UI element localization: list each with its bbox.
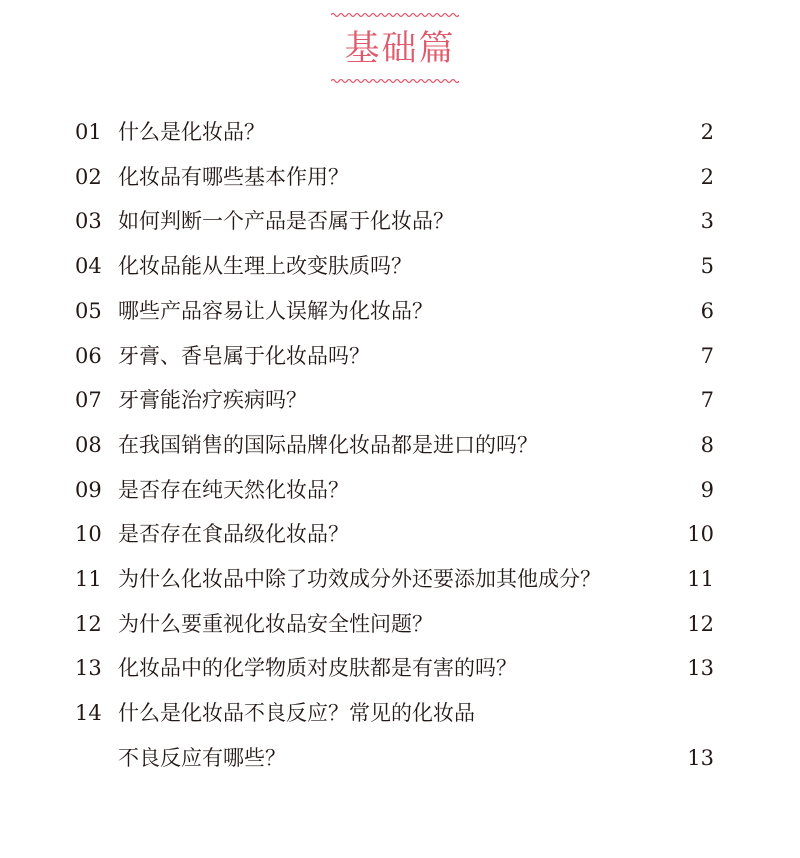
toc-page: 13 [687, 745, 714, 770]
toc-title: 牙膏、香皂属于化妆品吗？ [118, 343, 370, 368]
toc-page: 3 [700, 209, 714, 234]
toc-title: 什么是化妆品？ [118, 120, 265, 144]
toc-number: 14 [75, 701, 102, 726]
toc-title: 如何判断一个产品是否属于化妆品？ [118, 209, 454, 234]
toc-number: 06 [75, 343, 102, 368]
toc-entry[interactable] [0, 334, 800, 378]
toc-page: 12 [687, 611, 714, 636]
toc-number: 12 [75, 611, 102, 636]
toc-entry[interactable] [0, 110, 800, 154]
toc-number: 11 [75, 567, 102, 591]
toc-title-continuation: 不良反应有哪些？ [118, 745, 286, 770]
toc-title: 是否存在食品级化妆品？ [118, 522, 349, 547]
toc-number: 03 [75, 209, 102, 234]
section-title: 基础篇 [344, 29, 456, 69]
toc-number: 01 [75, 120, 102, 144]
toc-page: 5 [700, 254, 714, 279]
toc-entry[interactable] [0, 691, 800, 735]
toc-title: 为什么化妆品中除了功效成分外还要添加其他成分？ [118, 567, 601, 591]
toc-page: 13 [687, 656, 714, 681]
toc-number: 07 [75, 388, 102, 413]
wave-path [331, 14, 459, 17]
toc-number: 04 [75, 254, 102, 279]
toc-page: 10 [687, 522, 714, 547]
toc-entry[interactable] [0, 289, 800, 333]
toc-page: 6 [700, 298, 714, 323]
toc-page: 11 [687, 567, 714, 591]
toc-entry[interactable] [0, 557, 800, 601]
section-header [0, 10, 800, 90]
toc-entry[interactable] [0, 423, 800, 467]
toc-number: 02 [75, 164, 102, 189]
toc-entry[interactable] [0, 468, 800, 512]
toc-page: 2 [700, 120, 714, 144]
toc-title: 什么是化妆品不良反应？常见的化妆品 [118, 701, 475, 726]
toc-entry[interactable] [0, 155, 800, 199]
toc-number: 09 [75, 477, 102, 502]
toc-number: 13 [75, 656, 102, 681]
toc-page: 7 [700, 343, 714, 368]
toc-entry[interactable] [0, 512, 800, 556]
wave-path [331, 80, 459, 83]
toc-entry[interactable] [0, 646, 800, 690]
toc-title: 哪些产品容易让人误解为化妆品？ [118, 298, 433, 323]
toc-title: 在我国销售的国际品牌化妆品都是进口的吗？ [118, 432, 538, 457]
toc-number: 05 [75, 298, 102, 323]
toc-entry-continuation[interactable] [0, 736, 800, 780]
wave-divider-bottom [331, 78, 459, 84]
toc-page: 2 [700, 164, 714, 189]
toc-title: 牙膏能治疗疾病吗？ [118, 388, 307, 413]
toc-title: 化妆品有哪些基本作用？ [118, 164, 349, 189]
toc-number: 08 [75, 432, 102, 457]
toc-page: 7 [700, 388, 714, 413]
toc-entry[interactable] [0, 378, 800, 422]
toc-title: 化妆品中的化学物质对皮肤都是有害的吗？ [118, 656, 517, 681]
toc-number: 10 [75, 522, 102, 547]
toc-title: 为什么要重视化妆品安全性问题？ [118, 611, 433, 636]
toc-entry[interactable] [0, 244, 800, 288]
toc-entry[interactable] [0, 602, 800, 646]
toc-page: 8 [700, 432, 714, 457]
toc-page: 9 [700, 477, 714, 502]
toc-title: 化妆品能从生理上改变肤质吗？ [118, 254, 412, 279]
toc-title: 是否存在纯天然化妆品？ [118, 477, 349, 502]
toc-entry[interactable] [0, 199, 800, 243]
wave-divider-top [331, 12, 459, 18]
